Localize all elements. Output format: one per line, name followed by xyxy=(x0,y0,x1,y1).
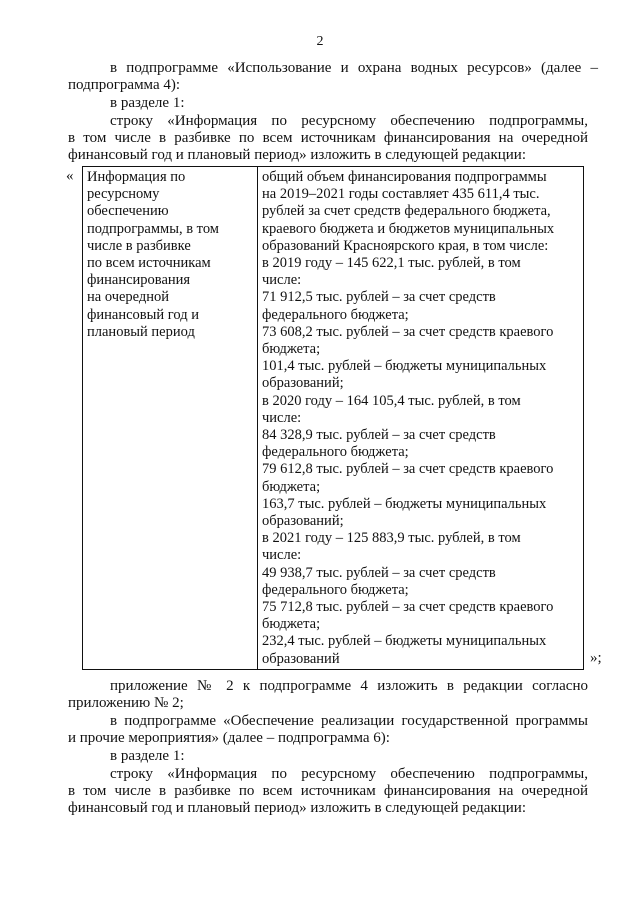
page-number: 2 xyxy=(316,34,324,49)
table-value-cell xyxy=(258,167,584,670)
label-line: на очередной xyxy=(87,289,170,306)
label-line: Информация по xyxy=(87,169,186,185)
intro-para-line-2: в том числе в разбивке по всем источникам финансирования на очередной xyxy=(68,130,588,146)
value-line: краевого бюджета и бюджетов муниципальных xyxy=(262,220,555,237)
financing-table xyxy=(82,166,584,670)
after-para-line-3: финансовый год и плановый период» изложить в следующей редакции: xyxy=(68,800,527,816)
appendix-line-2: приложению № 2; xyxy=(68,695,184,711)
value-line: числе: xyxy=(262,409,302,426)
value-line: рублей за счет средств федерального бюджета, xyxy=(262,203,551,220)
value-line: 73 608,2 тыс. рублей – за счет средств краевого xyxy=(262,323,554,340)
value-line: общий объем финансирования подпрограммы xyxy=(262,169,547,185)
value-line: образований Красноярского края, в том числе: xyxy=(262,237,549,254)
value-line: 49 938,7 тыс. рублей – за счет средств xyxy=(262,564,496,581)
value-line: бюджета; xyxy=(262,616,321,633)
label-line: подпрограммы, в том xyxy=(87,220,219,237)
label-line: обеспечению xyxy=(87,203,169,220)
after-section: в разделе 1: xyxy=(110,748,185,764)
intro-para-line-3: финансовый год и плановый период» изложить в следующей редакции: xyxy=(68,147,527,163)
value-line: федерального бюджета; xyxy=(262,306,409,323)
value-line: 75 712,8 тыс. рублей – за счет средств краевого xyxy=(262,599,554,616)
value-line: образований; xyxy=(262,375,344,392)
value-line: образований xyxy=(262,650,340,667)
value-line: бюджета; xyxy=(262,478,321,495)
value-line: образований; xyxy=(262,513,344,530)
intro-line-1: в подпрограмме «Использование и охрана водных ресурсов» (далее – xyxy=(110,60,598,76)
value-line: федерального бюджета; xyxy=(262,444,409,461)
value-line: 79 612,8 тыс. рублей – за счет средств краевого xyxy=(262,461,554,478)
value-line: в 2021 году – 125 883,9 тыс. рублей, в том xyxy=(262,530,521,547)
value-line: 84 328,9 тыс. рублей – за счет средств xyxy=(262,427,496,444)
value-line: бюджета; xyxy=(262,341,321,358)
intro-section: в разделе 1: xyxy=(110,95,185,111)
table-row xyxy=(83,167,584,670)
value-line: в 2019 году – 145 622,1 тыс. рублей, в том xyxy=(262,255,521,272)
value-line: числе: xyxy=(262,272,302,289)
label-line: финансовый год и xyxy=(87,306,199,323)
after-para-line-2: в том числе в разбивке по всем источникам финансирования на очередной xyxy=(68,783,588,799)
value-line: на 2019–2021 годы составляет 435 611,4 тыс. xyxy=(262,186,540,203)
sub6-line-1: в подпрограмме «Обеспечение реализации государственной программы xyxy=(110,713,588,729)
open-quote: « xyxy=(66,168,74,184)
label-line: финансирования xyxy=(87,272,191,289)
sub6-line-2: и прочие мероприятия» (далее – подпрограмма 6): xyxy=(68,730,390,746)
value-line: 163,7 тыс. рублей – бюджеты муниципальных xyxy=(262,495,547,512)
label-line: по всем источникам xyxy=(87,255,211,272)
value-line: 101,4 тыс. рублей – бюджеты муниципальных xyxy=(262,358,547,375)
after-para-line-1: строку «Информация по ресурсному обеспечению подпрограммы, xyxy=(110,766,588,782)
appendix-line-1: приложение № 2 к подпрограмме 4 изложить в редакции согласно xyxy=(110,678,588,694)
intro-line-2: подпрограмма 4): xyxy=(68,77,181,93)
value-line: 232,4 тыс. рублей – бюджеты муниципальных xyxy=(262,633,547,650)
value-line: в 2020 году – 164 105,4 тыс. рублей, в том xyxy=(262,392,521,409)
label-line: плановый период xyxy=(87,323,195,340)
intro-para-line-1: строку «Информация по ресурсному обеспечению подпрограммы, xyxy=(110,113,588,129)
label-line: ресурсному xyxy=(87,186,160,203)
table-label-cell xyxy=(83,167,258,670)
value-line: 71 912,5 тыс. рублей – за счет средств xyxy=(262,289,496,306)
close-quote: »; xyxy=(590,650,602,666)
value-line: федерального бюджета; xyxy=(262,581,409,598)
label-line: числе в разбивке xyxy=(87,237,191,254)
value-line: числе: xyxy=(262,547,302,564)
